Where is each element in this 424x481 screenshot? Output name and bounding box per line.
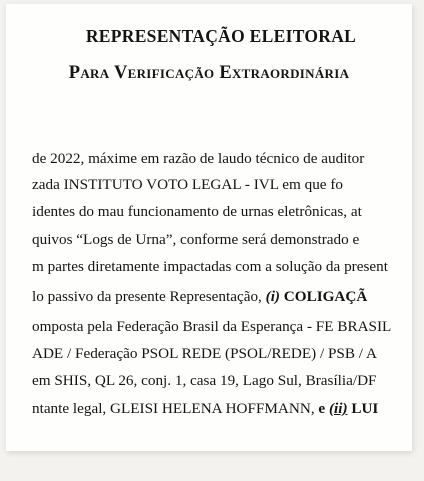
body-line: m partes diretamente impactadas com a solução da present	[32, 258, 388, 275]
body-line	[32, 287, 367, 307]
body-text	[6, 4, 412, 451]
body-line	[32, 399, 378, 419]
enumerator-i: (i)	[265, 288, 280, 305]
document-title: REPRESENTAÇÃO ELEITORAL	[85, 26, 357, 46]
document-subtitle: Para Verificação Extraordinária	[68, 63, 350, 83]
body-line-text: ntante legal, GLEISI HELENA HOFFMANN,	[32, 400, 319, 417]
bold-text: e	[318, 400, 326, 417]
enumerator-ii: (ii)	[328, 400, 348, 417]
document-page	[6, 4, 412, 451]
body-line: de 2022, máxime em razão de laudo técnico de auditor	[32, 150, 365, 167]
bold-text: COLIGAÇÃ	[279, 288, 368, 305]
bold-text: LUI	[347, 400, 379, 417]
body-line: zada INSTITUTO VOTO LEGAL - IVL em que fo	[32, 176, 343, 193]
body-line: ADE / Federação PSOL REDE (PSOL/REDE) / PSB / A	[32, 345, 377, 362]
body-line: quivos “Logs de Urna”, conforme será demonstrado e	[32, 231, 360, 248]
body-line: omposta pela Federação Brasil da Esperança - FE BRASIL	[32, 318, 392, 335]
body-line: identes do mau funcionamento de urnas eletrônicas, at	[32, 203, 362, 220]
body-line: em SHIS, QL 26, conj. 1, casa 19, Lago Sul, Brasília/DF	[32, 372, 377, 389]
body-line-text: lo passivo da presente Representação,	[32, 288, 266, 305]
